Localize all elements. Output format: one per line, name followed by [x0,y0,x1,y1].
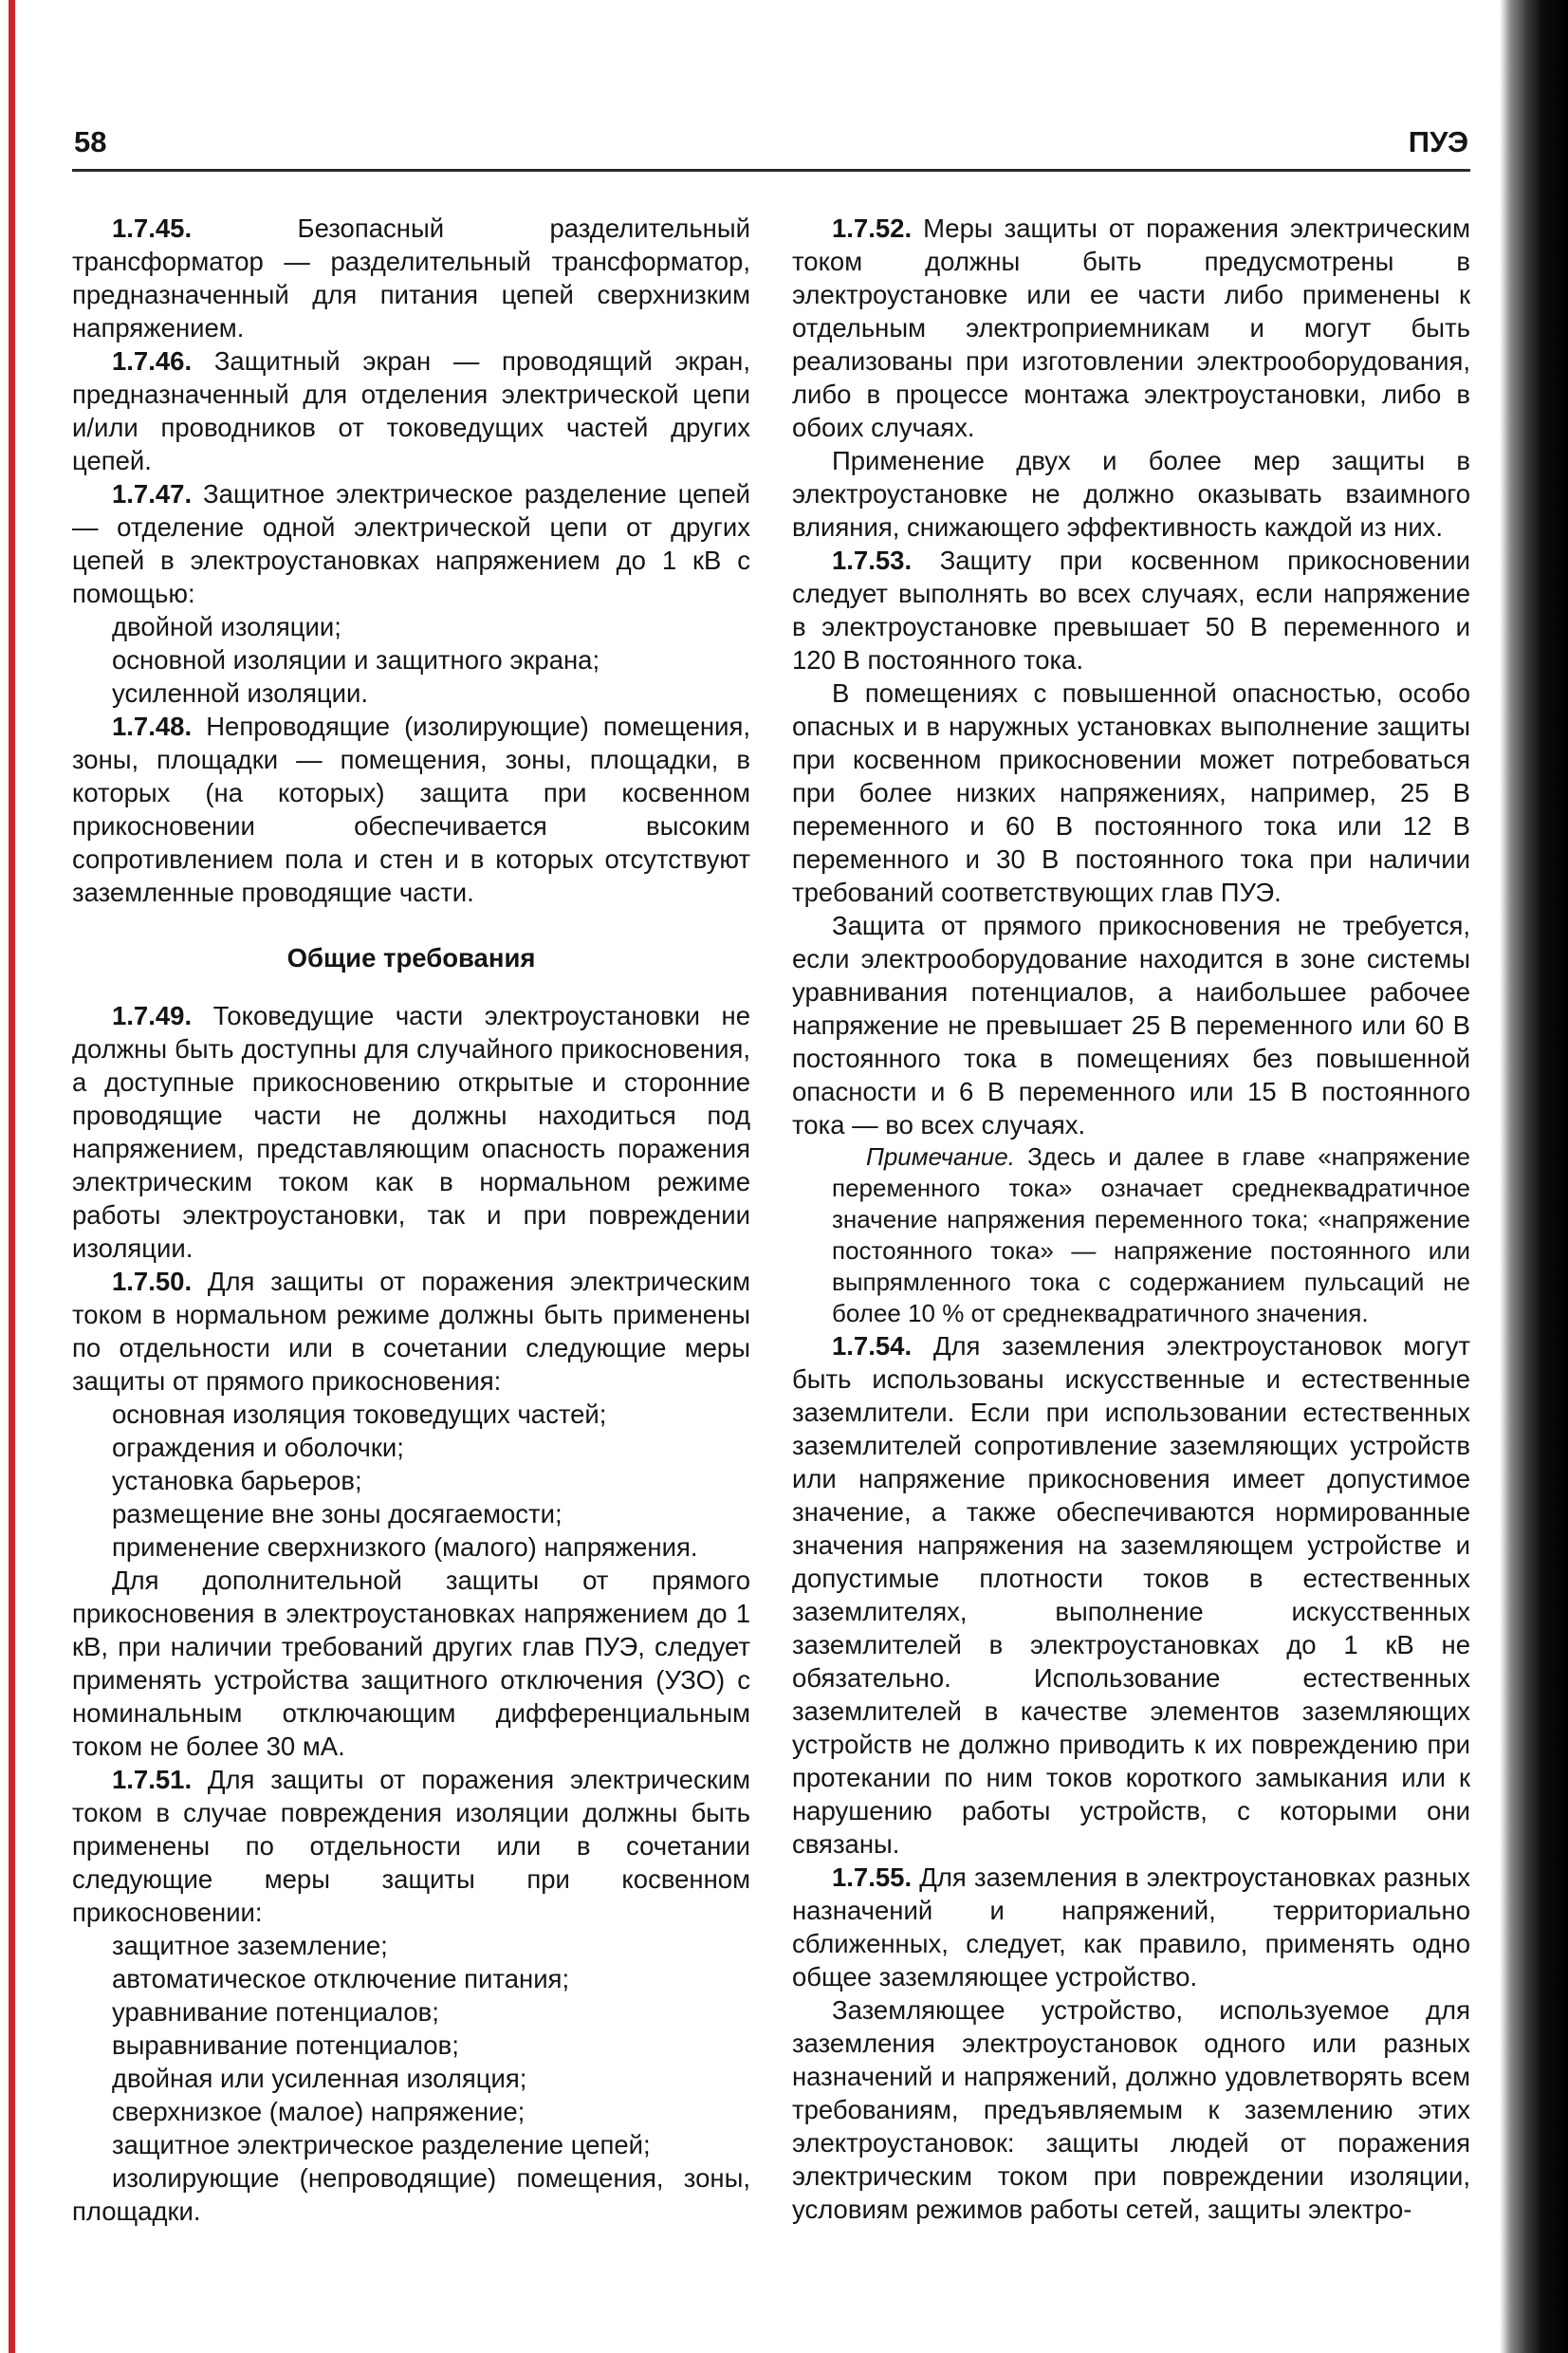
paragraph: размещение вне зоны досягаемости; [112,1499,563,1529]
clause-number: 1.7.55. [832,1862,920,1892]
paragraph: двойная или усиленная изоляция; [112,2064,527,2093]
paragraph: Примечание. Здесь и далее в главе «напряжение переменного тока» означает среднеквадратичное значение напряжения переменного тока; «напряжение постоянного тока» — напряжение постоянного или выпрямленного тока с содержанием пульсаций не более 10 % от среднеквадратичного значения. [832,1142,1470,1327]
paragraph: защитное электрическое разделение цепей; [112,2130,651,2159]
left-column [72,212,750,2228]
paragraph: 1.7.45. Безопасный разделительный трансформатор — разделительный трансформатор, предназначенный для питания цепей сверхнизким напряжением. [72,213,750,343]
scan-edge-shadow [1500,0,1568,2353]
page-number: 58 [74,125,107,158]
paragraph: выравнивание потенциалов; [112,2030,459,2060]
clause-number: 1.7.48. [112,712,207,741]
paragraph: 1.7.47. Защитное электрическое разделение цепей — отделение одной электрической цепи от других цепей в электроустановках напряжением до 1 кВ с помощью: [72,479,750,608]
document-title: ПУЭ [1408,125,1468,158]
page-header [72,125,1470,172]
paragraph: применение сверхнизкого (малого) напряжения. [112,1532,698,1562]
note-lead: Примечание. [866,1142,1028,1171]
paragraph: Применение двух и более мер защиты в электроустановке не должно оказывать взаимного влияния, снижающего эффективность каждой из них. [792,446,1470,542]
paragraph: установка барьеров; [112,1466,362,1495]
clause-number: 1.7.52. [832,213,924,243]
page [72,125,1470,2228]
clause-number: 1.7.54. [832,1331,933,1361]
paragraph: Защита от прямого прикосновения не требуется, если электрооборудование находится в зоне системы уравнивания потенциалов, а наибольшее рабочее напряжение не превышает 25 В переменного или 60 В постоянного тока в помещениях без повышенной опасности и 6 В переменного или 15 В постоянного тока — во всех случаях. [792,911,1470,1139]
paragraph: изолирующие (непроводящие) помещения, зоны, площадки. [72,2163,750,2226]
paragraph: основная изоляция токоведущих частей; [112,1399,607,1429]
paragraph: сверхнизкое (малое) напряжение; [112,2097,526,2126]
clause-number: 1.7.53. [832,546,940,575]
right-column [792,212,1470,2228]
paragraph: 1.7.49. Токоведущие части электроустановки не должны быть доступны для случайного прикосновения, а доступные прикосновению открытые и сторонние проводящие части не должны находиться под напряжением, представляющим опасность поражения электрическим током как в нормальном режиме работы электроустановки, так и при повреждении изоляции. [72,1001,750,1263]
paragraph: 1.7.50. Для защиты от поражения электрическим током в нормальном режиме должны быть применены по отдельности или в сочетании следующие меры защиты от прямого прикосновения: [72,1267,750,1396]
scan-red-line [9,0,15,2353]
paragraph: 1.7.53. Защиту при косвенном прикосновении следует выполнять во всех случаях, если напряжение в электроустановке превышает 50 В переменного и 120 В постоянного тока. [792,546,1470,675]
paragraph: 1.7.54. Для заземления электроустановок могут быть использованы искусственные и естественные заземлители. Если при использовании естественных заземлителей сопротивление заземляющих устройств или напряжение прикосновения имеет допустимое значение, а также обеспечиваются нормированные значения напряжения на заземляющем устройстве и допустимые плотности токов в естественных заземлителях, выполнение искусственных заземлителей в электроустановках до 1 кВ не обязательно. Использование естественных заземлителей в качестве элементов заземляющих устройств не должно приводить к их повреждению при протекании по ним токов короткого замыкания или к нарушению работы устройств, с которыми они связаны. [792,1331,1470,1859]
paragraph: автоматическое отключение питания; [112,1964,570,1993]
clause-number: 1.7.47. [112,479,204,509]
paragraph: В помещениях с повышенной опасностью, особо опасных и в наружных установках выполнение защиты при косвенном прикосновении может потребоваться при более низких напряжениях, например, 25 В переменного и 60 В постоянного тока или 12 В переменного и 30 В постоянного тока при наличии требований соответствующих глав ПУЭ. [792,678,1470,907]
paragraph: 1.7.46. Защитный экран — проводящий экран, предназначенный для отделения электрической цепи и/или проводников от токоведущих частей других цепей. [72,346,750,475]
section-heading: Общие требования [286,943,536,973]
paragraph: ограждения и оболочки; [112,1433,404,1462]
clause-number: 1.7.45. [112,213,298,243]
paragraph: 1.7.55. Для заземления в электроустановках разных назначений и напряжений, территориально сближенных, следует, как правило, применять одно общее заземляющее устройство. [792,1862,1470,1992]
paragraph: двойной изоляции; [112,612,341,641]
clause-number: 1.7.49. [112,1001,213,1030]
paragraph: 1.7.51. Для защиты от поражения электрическим током в случае повреждения изоляции должны быть применены по отдельности или в сочетании следующие меры защиты при косвенном прикосновении: [72,1765,750,1927]
paragraph: основной изоляции и защитного экрана; [112,645,600,675]
paragraph: Заземляющее устройство, используемое для заземления электроустановок одного или разных назначений и напряжений, должно удовлетворять всем требованиям, предъявляемым к заземлению этих электроустановок: защиты людей от поражения электрическим током при повреждении изоляции, условиям режимов работы сетей, защиты электро- [792,1995,1470,2224]
clause-number: 1.7.50. [112,1267,208,1296]
paragraph: уравнивание потенциалов; [112,1997,439,2027]
paragraph: защитное заземление; [112,1931,388,1960]
clause-number: 1.7.46. [112,346,214,376]
text-columns [72,212,1470,2228]
paragraph: усиленной изоляции. [112,678,368,708]
paragraph: 1.7.48. Непроводящие (изолирующие) помещения, зоны, площадки — помещения, зоны, площадки, в которых (на которых) защита при косвенном прикосновении обеспечивается высоким сопротивлением пола и стен и в которых отсутствуют заземленные проводящие части. [72,712,750,907]
paragraph: Для дополнительной защиты от прямого прикосновения в электроустановках напряжением до 1 кВ, при наличии требований других глав ПУЭ, следует применять устройства защитного отключения (УЗО) с номинальным отключающим дифференциальным током не более 30 мА. [72,1566,750,1761]
paragraph: 1.7.52. Меры защиты от поражения электрическим током должны быть предусмотрены в электроустановке или ее части либо применены к отдельным электроприемникам и могут быть реализованы при изготовлении электрооборудования, либо в процессе монтажа электроустановки, либо в обоих случаях. [792,213,1470,442]
clause-number: 1.7.51. [112,1765,208,1794]
